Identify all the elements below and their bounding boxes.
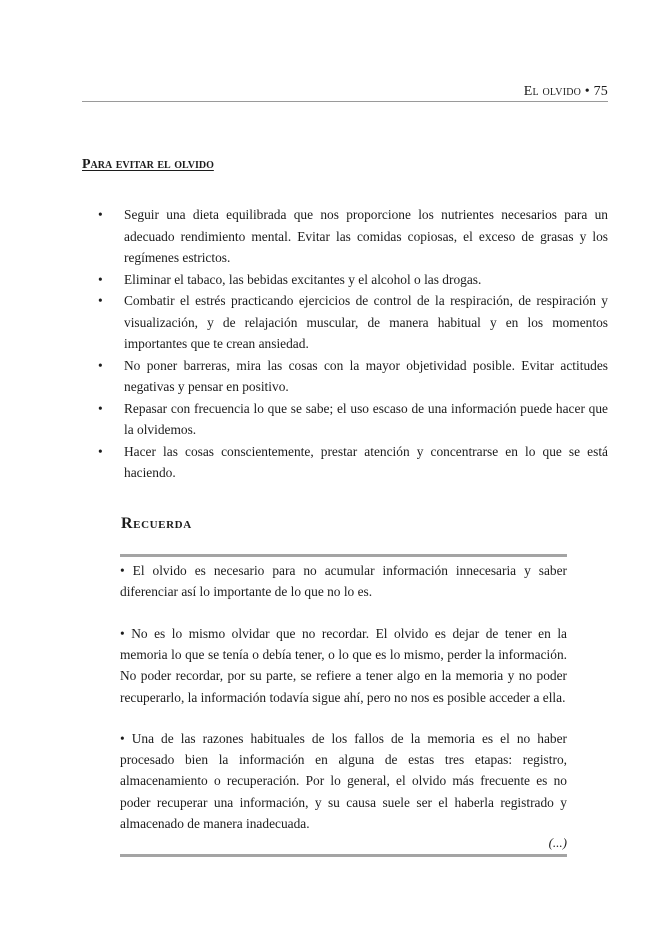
list-item-text: No poner barreras, mira las cosas con la mayor objetividad posible. Evitar actitudes negativas y pensar en positivo. — [124, 357, 608, 394]
header-rule — [82, 101, 608, 102]
list-item-text: Seguir una dieta equilibrada que nos proporcione los nutrientes necesarios para un adecuado rendimiento mental. Evitar las comidas copiosas, el exceso de grasas y los regímenes estrictos. — [124, 207, 608, 265]
running-head — [524, 84, 608, 100]
continuation-mark: (...) — [548, 835, 567, 850]
list-item — [95, 204, 608, 269]
list-item — [95, 441, 608, 484]
running-title: El olvido — [523, 84, 582, 99]
bullet-icon: • — [98, 400, 103, 416]
list-item-text: Hacer las cosas conscientemente, prestar atención y concentrarse en lo que se está haciendo. — [124, 443, 608, 480]
bullet-icon: • — [98, 443, 103, 459]
bullet-icon: • — [98, 293, 103, 308]
list-item — [95, 269, 608, 291]
list-item-text: Repasar con frecuencia lo que se sabe; el uso escaso de una información puede hacer que la olvidemos. — [124, 400, 608, 437]
recuerda-paragraph: • Una de las razones habituales de los fallos de la memoria es el no haber procesado bien la información en alguna de estas tres etapas: registro, almacenamiento o recuperación. Por lo general, el olvido más frecuente es no poder recuperar una información, y su causa suele ser el haberla registrado y almacenado de manera inadecuada. — [120, 731, 567, 831]
list-item — [95, 290, 608, 355]
bullet-icon: • — [98, 207, 103, 222]
recuerda-title: Recuerda — [121, 515, 192, 532]
bullet-icon: • — [98, 357, 103, 373]
running-head-separator: • — [584, 84, 590, 99]
list-item-text: Eliminar el tabaco, las bebidas excitantes y el alcohol o las drogas. — [124, 271, 482, 287]
bullet-icon: • — [98, 271, 103, 287]
list-item — [95, 398, 608, 441]
recuerda-paragraph: • No es lo mismo olvidar que no recordar. El olvido es dejar de tener en la memoria lo que se tenía o debía tener, o lo que es lo mismo, perder la información. No poder recordar, por su parte, se refiere a tener algo en la memoria y no poder recuperarlo, la información todavía sigue ahí, pero no nos es posible acceder a ella. — [120, 626, 567, 705]
section-title: Para evitar el olvido — [82, 157, 214, 172]
box-bottom-rule — [120, 854, 567, 857]
recuerda-paragraph: • El olvido es necesario para no acumular información innecesaria y saber diferenciar así lo importante de lo que no lo es. — [120, 563, 567, 600]
page-number: 75 — [593, 84, 608, 99]
list-item-text: Combatir el estrés practicando ejercicios de control de la respiración, de respiración y visualización, y de relajación muscular, de manera habitual y en los momentos importantes que te crean ansiedad. — [124, 293, 608, 351]
tips-list — [95, 204, 608, 484]
box-top-rule — [120, 554, 567, 557]
list-item — [95, 355, 608, 398]
